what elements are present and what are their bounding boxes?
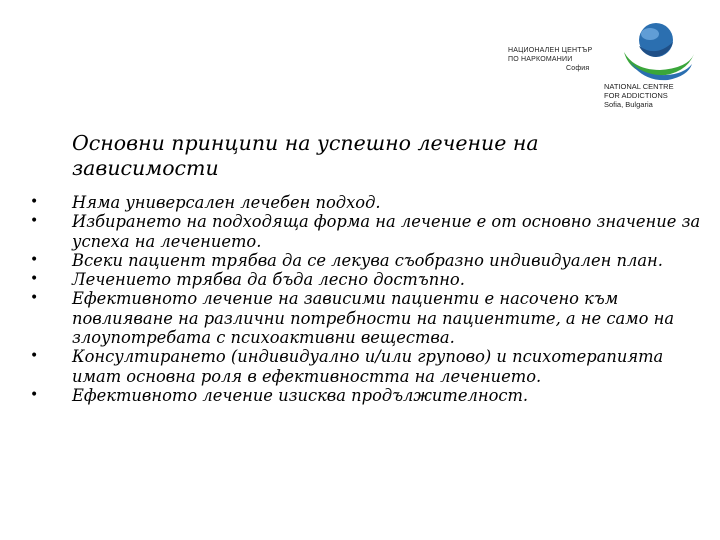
list-item-text: Избирането на подходяща форма на лечение е от основно значение за успеха на лечението. <box>72 212 701 251</box>
bullet-icon: • <box>30 348 39 365</box>
logo-en-city: Sofia, Bulgaria <box>604 100 653 109</box>
list-item-text: Няма универсален лечебен подход. <box>72 193 381 212</box>
list-item <box>30 212 705 251</box>
list-item-text: Ефективното лечение на зависими пациенти е насочено към повлияване на различни потребности на пациентите, а не само на злоупотребата с психоактивни вещества. <box>72 289 675 348</box>
list-item-text: Ефективното лечение изисква продължителност. <box>72 385 529 405</box>
logo-bg-line1: НАЦИОНАЛЕН ЦЕНТЪР <box>508 47 593 54</box>
bullet-icon: • <box>30 271 39 288</box>
list-item <box>30 270 705 289</box>
bullet-icon: • <box>30 290 39 307</box>
globe-ring-logo-icon <box>610 18 698 90</box>
list-item <box>30 289 705 347</box>
bullet-icon: • <box>30 194 39 210</box>
principles-list <box>30 193 705 405</box>
logo-en-line2: FOR ADDICTIONS <box>604 91 668 100</box>
list-item-text: Всеки пациент трябва да се лекува съобразно индивидуален план. <box>72 250 663 270</box>
list-item <box>30 347 705 386</box>
list-item-text: Лечението трябва да бъда лесно достъпно. <box>72 270 465 290</box>
bullet-icon: • <box>30 251 39 268</box>
bullet-icon: • <box>30 386 39 403</box>
list-item-text: Консултирането (индивидуално и/или групово) и психотерапията имат основна роля в ефективността на лечението. <box>72 347 664 386</box>
logo-en-line1: NATIONAL CENTRE <box>604 82 674 91</box>
bullet-icon: • <box>30 213 39 230</box>
logo-bulgarian-text <box>508 46 604 73</box>
logo-english-text <box>604 82 704 109</box>
list-item <box>30 386 705 405</box>
logo-bg-line2: ПО НАРКОМАНИИ <box>508 56 573 63</box>
logo-bg-city: София <box>566 65 590 72</box>
organization-logo <box>500 18 705 118</box>
list-item <box>30 251 705 270</box>
list-item <box>30 193 705 212</box>
slide-title: Основни принципи на успешно лечение на зависимости <box>72 131 539 180</box>
